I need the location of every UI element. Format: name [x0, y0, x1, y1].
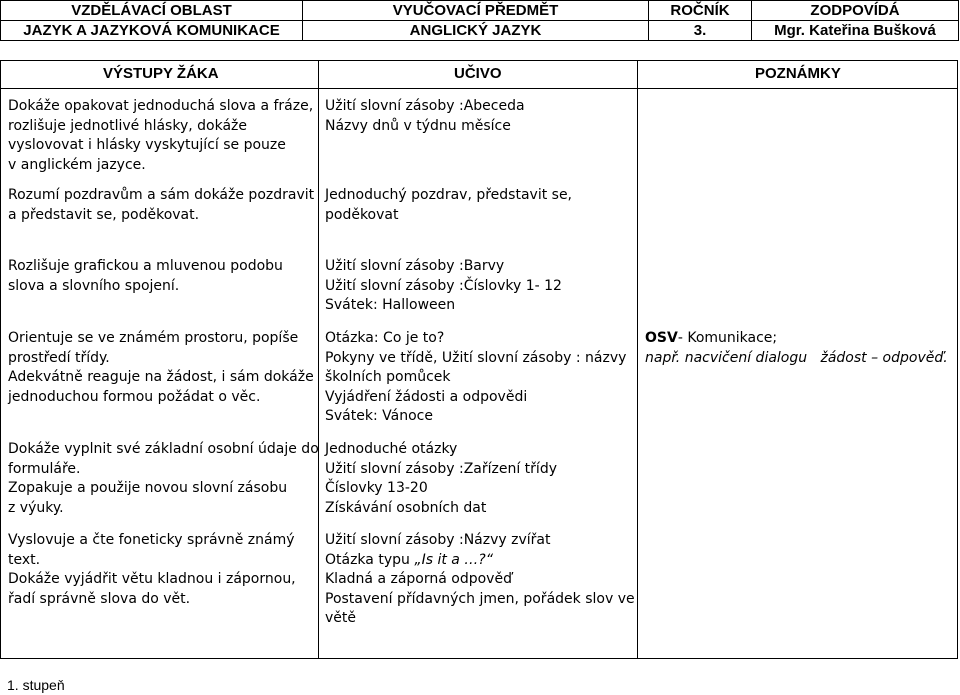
text-line: Dokáže opakovat jednoduchá slova a fráze,	[8, 98, 314, 114]
label-vzdelavaci-oblast: VZDĚLÁVACÍ OBLAST	[1, 1, 303, 21]
text-line: text.	[8, 551, 41, 568]
note-osv-rest: - Komunikace;	[677, 330, 778, 346]
output-item	[8, 97, 313, 175]
text-line: jednoduchou formou požádat o věc.	[8, 388, 261, 405]
text-line: Svátek: Halloween	[325, 297, 456, 313]
text-line: Číslovky 13-20	[325, 480, 428, 496]
text-line	[325, 551, 635, 571]
text-line: Adekvátně reaguje na žádost, i sám dokáže	[8, 369, 314, 385]
text-line: Pokyny ve třídě, Užití slovní zásoby : názvy	[325, 349, 627, 366]
footer-label: 1. stupeň	[7, 677, 65, 693]
text-line: Užití slovní zásoby :Abeceda	[325, 98, 525, 114]
text-line: Užití slovní zásoby :Číslovky 1- 12	[325, 277, 562, 294]
text-line: prostředí třídy.	[8, 349, 110, 366]
text-line: Rozumí pozdravům a sám dokáže pozdravit	[8, 187, 315, 203]
note-osv: OSV	[645, 330, 678, 346]
output-item	[8, 186, 314, 225]
value-zodpovida: Mgr. Kateřina Bušková	[752, 21, 959, 41]
header-divider	[1, 88, 957, 89]
curriculum-item	[325, 186, 572, 225]
text-line: Jednoduché otázky	[325, 441, 458, 457]
label-vyucovaci-predmet: VYUČOVACÍ PŘEDMĚT	[303, 1, 649, 21]
column-header-poznamky: POZNÁMKY	[755, 65, 841, 82]
text-line: školních pomůcek	[325, 369, 451, 385]
text-line: Otázka: Co je to?	[325, 330, 445, 346]
text-line: Užití slovní zásoby :Barvy	[325, 258, 505, 274]
curriculum-table	[0, 60, 958, 659]
text-span: Otázka typu	[325, 551, 415, 568]
text-line: Názvy dnů v týdnu měsíce	[325, 117, 511, 134]
header-labels-row	[1, 1, 959, 21]
text-line: rozlišuje jednotlivé hlásky, dokáže	[8, 117, 247, 134]
text-line: Svátek: Vánoce	[325, 408, 433, 424]
value-rocnik: 3.	[649, 21, 752, 41]
column-header-ucivo: UČIVO	[454, 65, 502, 82]
text-line	[645, 329, 948, 349]
text-line: Orientuje se ve známém prostoru, popíše	[8, 330, 299, 346]
text-line: Dokáže vyplnit své základní osobní údaje do	[8, 441, 319, 457]
curriculum-item	[325, 257, 562, 316]
column-divider	[318, 61, 319, 658]
text-line: Užití slovní zásoby :Názvy zvířat	[325, 532, 551, 548]
header-values-row	[1, 21, 959, 41]
text-line: z výuky.	[8, 499, 64, 516]
value-vzdelavaci-oblast: JAZYK A JAZYKOVÁ KOMUNIKACE	[1, 21, 303, 41]
text-line: Získávání osobních dat	[325, 499, 487, 516]
text-line: řadí správně slova do vět.	[8, 590, 191, 607]
column-header-vystupy: VÝSTUPY ŽÁKA	[103, 65, 219, 82]
text-line: Užití slovní zásoby :Zařízení třídy	[325, 460, 557, 477]
text-line: Vyjádření žádosti a odpovědi	[325, 388, 528, 405]
curriculum-item	[325, 329, 626, 427]
column-divider	[637, 61, 638, 658]
text-line: v anglickém jazyce.	[8, 156, 146, 173]
text-line: Vyslovuje a čte foneticky správně známý	[8, 532, 295, 548]
italic-span: „Is it a …?“	[414, 551, 493, 568]
text-line: Postavení přídavných jmen, pořádek slov ve	[325, 590, 635, 607]
text-line: formuláře.	[8, 460, 81, 477]
output-item	[8, 329, 314, 407]
curriculum-item	[325, 531, 635, 629]
text-line: větě	[325, 610, 357, 626]
output-item	[8, 531, 296, 609]
label-zodpovida: ZODPOVÍDÁ	[752, 1, 959, 21]
text-line: poděkovat	[325, 206, 399, 223]
curriculum-item	[325, 440, 557, 518]
output-item	[8, 257, 283, 296]
text-line: slova a slovního spojení.	[8, 277, 180, 294]
text-line: Dokáže vyjádřit větu kladnou i zápornou,	[8, 571, 296, 587]
header-table	[0, 0, 959, 41]
text-line: a představit se, poděkovat.	[8, 206, 200, 223]
curriculum-item	[325, 97, 525, 136]
label-rocnik: ROČNÍK	[649, 1, 752, 21]
value-vyucovaci-predmet: ANGLICKÝ JAZYK	[303, 21, 649, 41]
text-line: Rozlišuje grafickou a mluvenou podobu	[8, 258, 283, 274]
text-line: Jednoduchý pozdrav, představit se,	[325, 187, 573, 203]
output-item	[8, 440, 319, 518]
text-line: Kladná a záporná odpověď	[325, 571, 512, 587]
note-example: např. nacvičení dialogu žádost – odpověď.	[645, 349, 948, 366]
note-item	[645, 329, 948, 368]
text-line: vyslovovat i hlásky vyskytující se pouze	[8, 137, 286, 153]
text-line: Zopakuje a použije novou slovní zásobu	[8, 480, 288, 496]
